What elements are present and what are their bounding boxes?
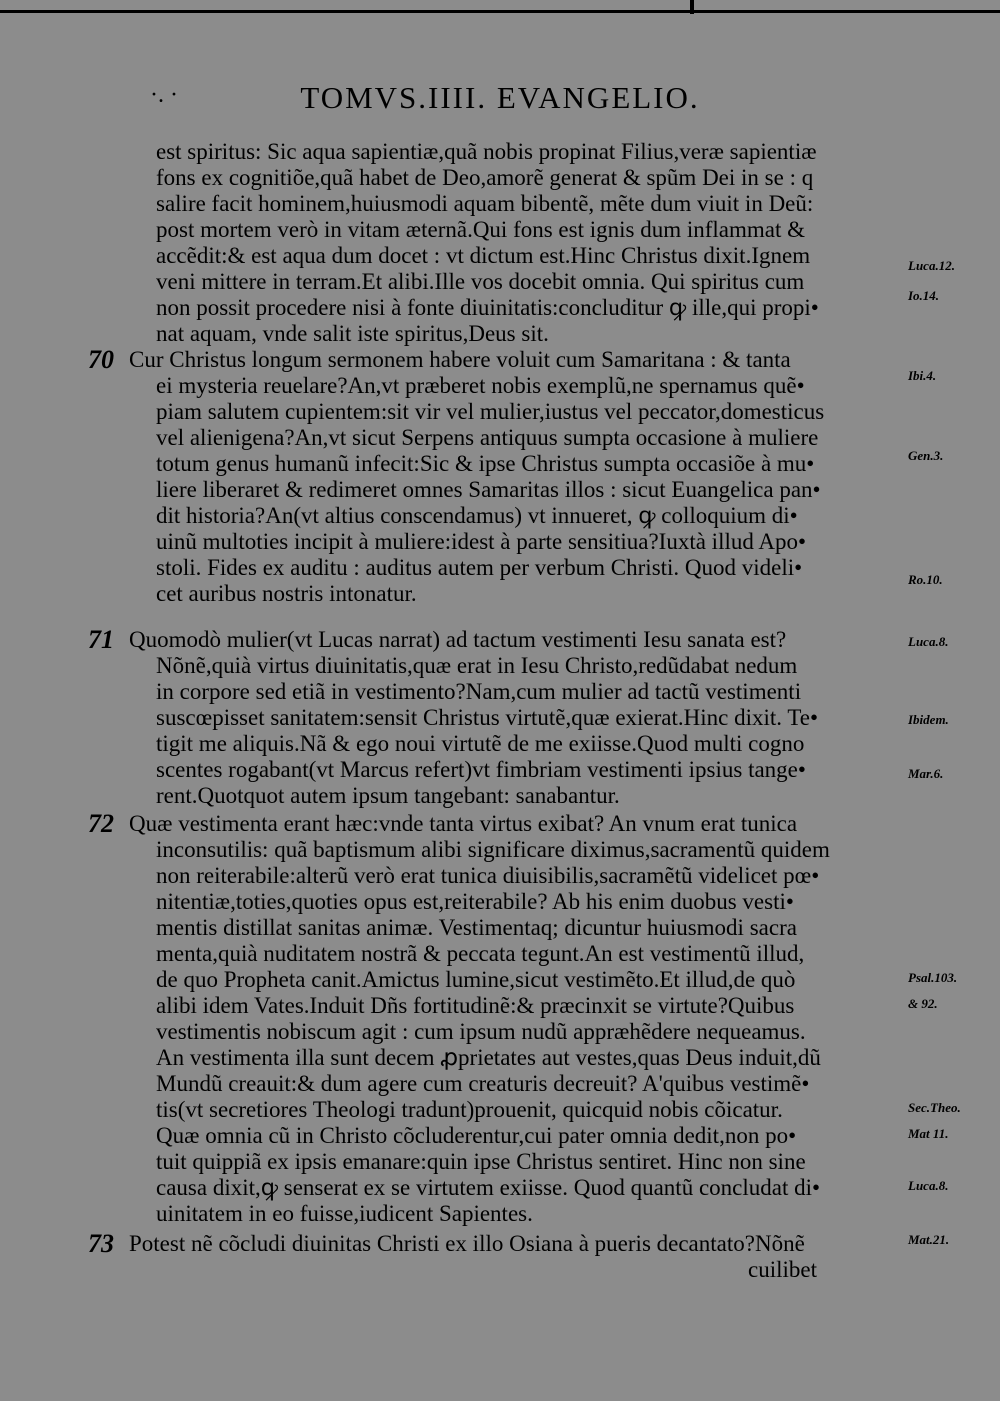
text-line: non reiterabile:alterũ verò erat tunica diuisibilis,sacramẽtũ videlicet pœ• xyxy=(156,863,820,888)
text-line: uinũ multoties incipit à muliere:idest à parte sensitiua?Iuxtà illud Apo• xyxy=(156,529,806,554)
text-line: Quomodò mulier(vt Lucas narrat) ad tactum vestimenti Iesu sanata est? xyxy=(129,627,787,652)
text-line: Quæ omnia cũ in Christo cõcluderentur,cui pater omnia dedit,non po• xyxy=(156,1123,797,1148)
text-line: inconsutilis: quã baptismum alibi significare diximus,sacramentũ quidem xyxy=(156,837,830,862)
text-line: veni mittere in terram.Et alibi.Ille vos docebit omnia. Qui spiritus cum xyxy=(156,269,805,294)
catchword: cuilibet xyxy=(748,1257,817,1282)
margin-note: Ibidem. xyxy=(908,712,949,727)
top-rule xyxy=(0,10,1000,13)
text-line: Potest nẽ cõcludi diuinitas Christi ex illo Osiana à pueris decantato?Nõnẽ xyxy=(129,1231,805,1256)
ink-specks: ·. · xyxy=(150,82,178,108)
text-line: dit historia?An(vt altius conscendamus) vt innueret, ꝙ colloquium di• xyxy=(156,503,798,528)
text-line: Mundũ creauit:& dum agere cum creaturis decreuit? A'quibus vestimẽ• xyxy=(156,1071,810,1096)
margin-note: Mar.6. xyxy=(908,766,944,781)
text-line: Cur Christus longum sermonem habere voluit cum Samaritana : & tanta xyxy=(129,347,791,372)
margin-note: Mat.21. xyxy=(908,1232,950,1247)
text-line: tuit quippiã ex ipsis emanare:quin ipse Christus sentiret. Hinc non sine xyxy=(156,1149,806,1174)
paragraph-number: 72 xyxy=(88,809,114,838)
margin-note: Ro.10. xyxy=(908,572,943,587)
text-line: mentis distillat sanitas animæ. Vestimentaq; dicuntur huiusmodi sacra xyxy=(156,915,797,940)
text-line: causa dixit,ꝙ senserat ex se virtutem exiisse. Quod quantũ concludat di• xyxy=(156,1175,821,1200)
text-line: cet auribus nostris intonatur. xyxy=(156,581,417,606)
text-line: uinitatem in eo fuisse,iudicent Sapientes. xyxy=(156,1201,533,1226)
text-line: scentes rogabant(vt Marcus refert)vt fimbriam vestimenti ipsius tange• xyxy=(156,757,806,782)
text-line: piam salutem cupientem:sit vir vel mulier,iustus vel peccator,domesticus xyxy=(156,399,825,424)
margin-note: Luca.8. xyxy=(908,1178,949,1193)
text-line: vel alienigena?An,vt sicut Serpens antiquus sumpta occasione à muliere xyxy=(156,425,819,450)
paragraph-number: 70 xyxy=(88,345,114,374)
text-line: nat aquam, vnde salit iste spiritus,Deus sit. xyxy=(156,321,549,346)
paragraph-number: 73 xyxy=(88,1229,114,1258)
margin-note: Gen.3. xyxy=(908,448,944,463)
text-line: tigit me aliquis.Nã & ego noui virtutẽ de me exiisse.Quod multi cogno xyxy=(156,731,805,756)
text-line: nitentiæ,toties,quoties opus est,reiterabile? Ab his enim duobus vesti• xyxy=(156,889,794,914)
text-line: stoli. Fides ex auditu : auditus autem per verbum Christi. Quod videli• xyxy=(156,555,803,580)
text-line: suscœpisset sanitatem:sensit Christus virtutẽ,quæ exierat.Hinc dixit. Te• xyxy=(156,705,819,730)
text-line: accẽdit:& est aqua dum docet : vt dictum est.Hinc Christus dixit.Ignem xyxy=(156,243,811,268)
margin-note: & 92. xyxy=(908,996,938,1011)
text-line: alibi idem Vates.Induit Dñs fortitudinẽ:& præcinxit se virtute?Quibus xyxy=(156,993,795,1018)
text-line: salire facit hominem,huiusmodi aquam bibentẽ, mẽte dum viuit in Deũ: xyxy=(156,191,814,216)
margin-note: Io.14. xyxy=(908,288,940,303)
text-line: An vestimenta illa sunt decem ꝓprietates aut vestes,quas Deus induit,dũ xyxy=(156,1045,821,1070)
text-line: totum genus humanũ infecit:Sic & ipse Christus sumpta occasiõe à mu• xyxy=(156,451,815,476)
margin-note: Mat 11. xyxy=(908,1126,949,1141)
text-line: Nõnẽ,quià virtus diuinitatis,quæ erat in Iesu Christo,redũdabat nedum xyxy=(156,653,798,678)
text-line: vestimentis nobiscum agit : cum ipsum nudũ appræhẽdere nequeamus. xyxy=(156,1019,806,1044)
margin-note: Luca.8. xyxy=(908,634,949,649)
text-line: fons ex cognitiõe,quã habet de Deo,amorẽ generat & spũm Dei in se : q xyxy=(156,165,814,190)
text-line: non possit procedere nisi à fonte diuinitatis:concluditur ꝙ ille,qui propi• xyxy=(156,295,819,320)
margin-note: Luca.12. xyxy=(908,258,955,273)
text-line: Quæ vestimenta erant hæc:vnde tanta virtus exibat? An vnum erat tunica xyxy=(129,811,798,836)
top-notch xyxy=(690,0,694,14)
running-head: TOMVS.IIII. EVANGELIO. xyxy=(300,80,700,115)
text-line: liere liberaret & redimeret omnes Samaritas illos : sicut Euangelica pan• xyxy=(156,477,821,502)
text-line: rent.Quotquot autem ipsum tangebant: sanabantur. xyxy=(156,783,620,808)
text-line: tis(vt secretiores Theologi tradunt)prouenit, quicquid nobis cõicatur. xyxy=(156,1097,783,1122)
text-line: de quo Propheta canit.Amictus lumine,sicut vestimẽto.Et illud,de quò xyxy=(156,967,796,992)
text-line: post mortem verò in vitam æternã.Qui fons est ignis dum inflammat & xyxy=(156,217,806,242)
paragraph-number: 71 xyxy=(88,625,114,654)
text-line: est spiritus: Sic aqua sapientiæ,quã nobis propinat Filius,veræ sapientiæ xyxy=(156,139,817,164)
text-line: menta,quià nuditatem nostrã & peccata tegunt.An est vestimentũ illud, xyxy=(156,941,805,966)
text-line: in corpore sed etiã in vestimento?Nam,cum mulier ad tactũ vestimenti xyxy=(156,679,802,704)
margin-note: Sec.Theo. xyxy=(908,1100,961,1115)
margin-note: Ibi.4. xyxy=(908,368,937,383)
text-line: ei mysteria reuelare?An,vt præberet nobis exemplũ,ne spernamus quẽ• xyxy=(156,373,805,398)
margin-note: Psal.103. xyxy=(908,970,958,985)
